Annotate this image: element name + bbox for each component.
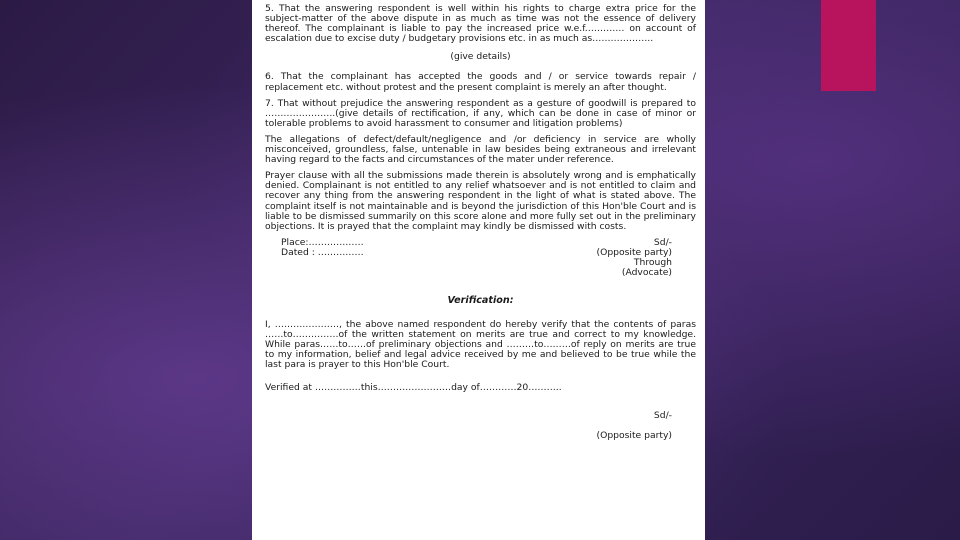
- document-page: [252, 0, 705, 540]
- signature-block: [265, 238, 696, 280]
- verification-title: Verification:: [447, 294, 514, 306]
- paragraph-5: 5. That the answering respondent is well within his rights to charge extra price for the subject-matter of the above dispute in as much as time was not the essence of delivery thereof. The complainant is liable to pay the increased price w.e.f.………… on account of escalation due to excise duty / budgetary provisions etc. in as much as………………..: [265, 3, 696, 45]
- verified-at-line: Verified at ……………this……………………day of…………20………..: [265, 381, 562, 393]
- opposite-party-label: (Opposite party): [596, 246, 672, 258]
- verification-body: I, …………………, the above named respondent do hereby verify that the contents of paras ……to……………of the written statement on merits are true and correct to my knowledge. While paras……to……of preliminary objections and ………to………of reply on merits are true to my information, belief and legal advice received by me and believed to be true while the last para is prayer to this Hon'ble Court.: [265, 319, 696, 371]
- dated-line: Dated : ……………: [281, 246, 364, 258]
- paragraph-7: 7. That without prejudice the answering respondent as a gesture of goodwill is prepared to …………………..(give details of rectification, if any, which can be done in case of minor or tolerable problems to avoid harassment to consumer and litigation problems): [265, 97, 696, 129]
- place-line: Place:………………: [281, 236, 364, 248]
- signatory: [597, 238, 672, 278]
- accent-bar: [821, 0, 876, 91]
- verification-sd: Sd/-: [653, 409, 672, 421]
- allegations-paragraph: The allegations of defect/default/negligence and /or deficiency in service are wholly misconceived, groundless, false, untenable in law besides being extraneous and irrelevant having regard to the facts and circumstances of the mater under reference.: [265, 133, 696, 166]
- advocate-label: (Advocate): [621, 267, 672, 279]
- verification-party: (Opposite party): [596, 429, 672, 441]
- paragraph-6: 6. That the complainant has accepted the goods and / or service towards repair / replacement etc. without protest and the present complaint is merely an after thought.: [265, 71, 696, 93]
- give-details-note: (give details): [450, 51, 511, 63]
- through-label: Through: [633, 256, 672, 268]
- sd-mark: Sd/-: [653, 236, 672, 248]
- prayer-paragraph: Prayer clause with all the submissions made therein is absolutely wrong and is emphatically denied. Complainant is not entitled to any relief whatsoever and is not entitled to claim and recover any thing from the answering respondent in the light of what is stated above. The complaint itself is not maintainable and is beyond the jurisdiction of this Hon'ble Court and is liable to be dismissed summarily on this score alone and more fully set out in the preliminary objections. It is prayed that the complaint may kindly be dismissed with costs.: [265, 170, 696, 232]
